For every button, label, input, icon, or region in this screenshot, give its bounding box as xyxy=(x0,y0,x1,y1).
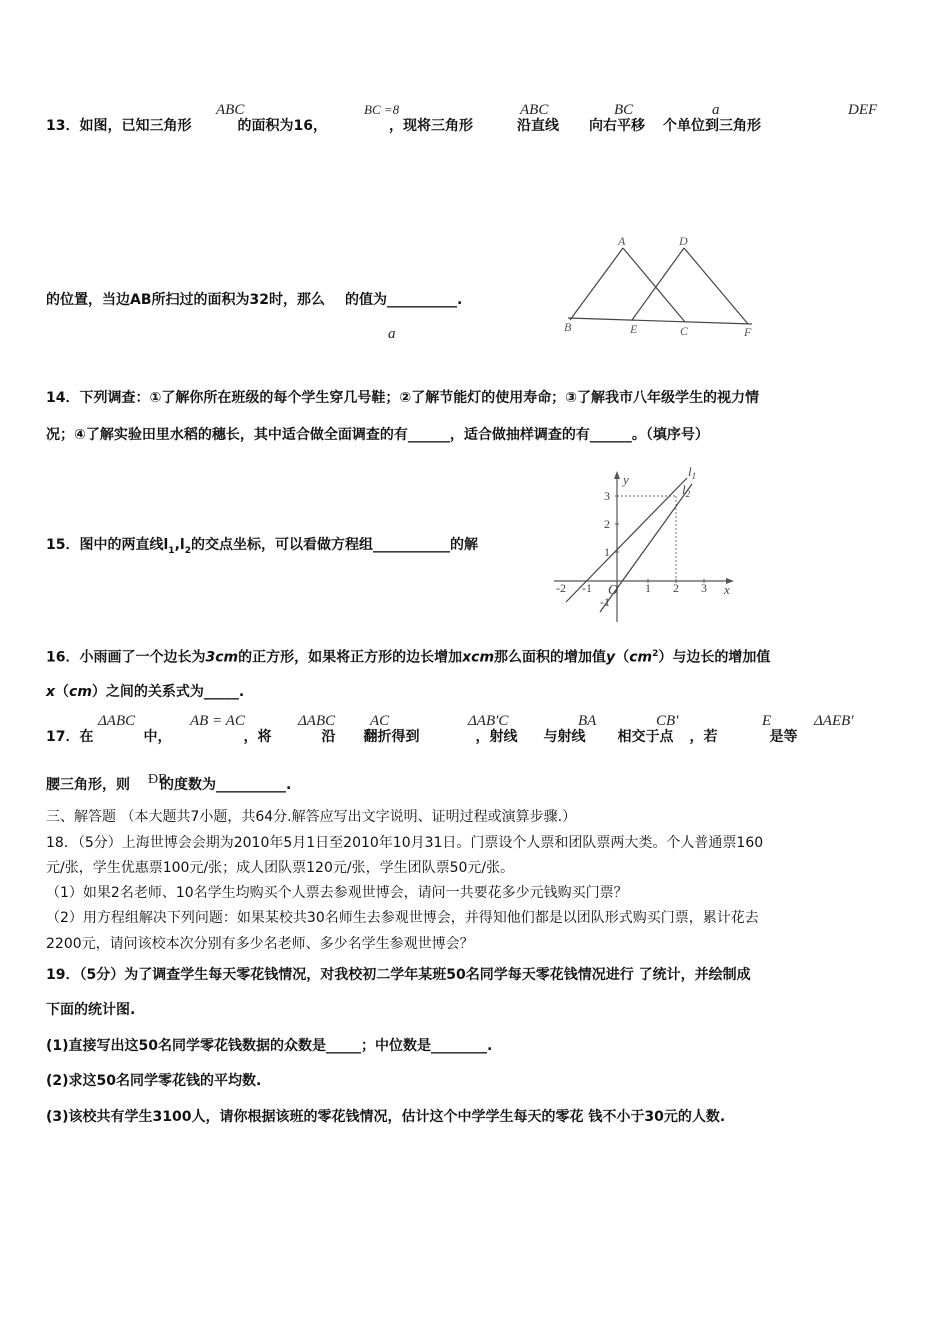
q13-text7: 的位置，当边AB所扫过的面积为32时，那么 xyxy=(46,292,325,308)
x-tick-label-2: 2 xyxy=(673,581,679,595)
q15-text2: 的交点坐标，可以看做方程组___________的解 xyxy=(190,537,478,553)
q19-line4: (2)求这50名同学零花钱的平均数. xyxy=(46,1073,262,1089)
q17-text7: 相交于点 xyxy=(617,729,674,745)
q18-line4: （2）用方程组解决下列问题：如果某校共30名师生去参观世博会，并得知他们都是以团队形式购买门票，累计花去 xyxy=(46,910,759,926)
q19-line3: (1)直接写出这50名同学零花钱数据的众数是_____；中位数是________. xyxy=(46,1038,493,1054)
q18-line1: 18．（5分）上海世博会会期为2010年5月1日至2010年10月31日。门票设个人票和团队票两大类。个人普通票160 xyxy=(46,835,764,851)
q16-cm: cm xyxy=(629,649,653,666)
q15-l2-sub: 2 xyxy=(184,545,191,556)
q13-line1 xyxy=(46,117,761,135)
q16-text1: 16．小雨画了一个边长为 xyxy=(46,649,206,666)
q15-comma: , xyxy=(174,537,180,553)
math-abc: ABC xyxy=(216,102,245,118)
q16-3cm: 3cm xyxy=(205,649,239,666)
math-ba: BA xyxy=(578,713,597,729)
label-f: F xyxy=(744,325,752,339)
q16-text5: ）之间的关系式为_____. xyxy=(91,684,245,700)
q16-line1 xyxy=(46,645,770,667)
label-b: B xyxy=(564,320,572,334)
q13-text1: 如图，已知三角形 xyxy=(79,118,192,134)
math-triangle-abc-2: ΔABC xyxy=(298,713,336,729)
math-triangle-abprime-c: ΔAB′C xyxy=(468,713,509,729)
label-x: x xyxy=(724,582,730,597)
q15-number: 15． xyxy=(46,537,80,553)
q17-text4: 翻折得到 xyxy=(363,729,420,745)
y-tick-label-neg1: -1 xyxy=(600,595,610,609)
q18-line2: 元/张，学生优惠票100元/张；成人团队票120元/张，学生团队票50元/张。 xyxy=(46,860,515,876)
y-tick-label-2: 2 xyxy=(604,517,610,531)
q15-text1: 图中的两直线 xyxy=(79,537,164,553)
q16-xcm: xcm xyxy=(462,649,495,666)
q19-line5: (3)该校共有学生3100人，请你根据该班的零花钱情况，估计这个中学学生每天的零花 钱不小于30元的人数. xyxy=(46,1109,726,1125)
q17-text1: 中， xyxy=(143,729,172,745)
q18-line5: 2200元，请问该校本次分别有多少名老师、多少名学生参观世博会？ xyxy=(46,936,474,952)
math-ab-eq-ac: AB = AC xyxy=(190,713,245,729)
q17-text3: 沿 xyxy=(321,729,336,745)
x-tick-label-1: 1 xyxy=(645,581,651,595)
math-abc-2: ABC xyxy=(520,102,549,118)
label-c: C xyxy=(680,324,689,338)
line-bf xyxy=(568,318,752,324)
math-cbprime: CB′ xyxy=(656,713,679,729)
math-def: DEF xyxy=(848,102,878,118)
q16-square: 2 xyxy=(652,649,659,659)
math-angle-b: ÐB xyxy=(148,772,168,787)
label-e: E xyxy=(630,322,638,336)
x-tick-label-neg2: -2 xyxy=(556,581,566,595)
q15-coordinate-graph xyxy=(552,462,742,627)
q15-l1-sub: 1 xyxy=(168,545,175,556)
q14-line1: 14．下列调查：①了解你所在班级的每个学生穿几号鞋；②了解节能灯的使用寿命；③了解我市八年级学生的视力情 xyxy=(46,390,760,406)
section-3-heading: 三、解答题 （本大题共7小题，共64分.解答应写出文字说明、证明过程或演算步骤.） xyxy=(46,809,577,825)
y-tick-label-1: 1 xyxy=(604,545,610,559)
q17-text5: ，射线 xyxy=(475,729,518,745)
q16-line2 xyxy=(46,683,244,701)
q17-text9: 是等 xyxy=(769,729,798,745)
q16-text4: ）与边长的增加值 xyxy=(658,649,771,666)
q17-text2: ，将 xyxy=(243,729,272,745)
q14-line2: 况；④了解实验田里水稻的穗长，其中适合做全面调查的有______，适合做抽样调查的有______。（填序号） xyxy=(46,427,709,443)
math-a-2: a xyxy=(388,326,396,342)
q13-text5: 向右平移 xyxy=(588,118,645,134)
q13-text2: 的面积为16， xyxy=(237,118,327,134)
q17-text11: 的度数为__________. xyxy=(160,777,292,793)
q16-text2: 的正方形，如果将正方形的边长增加 xyxy=(238,649,463,666)
q17-number: 17．在 xyxy=(46,729,94,745)
label-d: D xyxy=(679,234,688,248)
q13-text4: 沿直线 xyxy=(516,118,559,134)
segment-de xyxy=(632,248,684,320)
label-l1: $l_1$ xyxy=(688,464,697,481)
q13-line2 xyxy=(46,291,462,309)
segment-df xyxy=(684,248,748,324)
q15-l2: l xyxy=(179,537,185,553)
q17-line1 xyxy=(46,728,797,746)
q17-line2 xyxy=(46,776,291,794)
label-y: y xyxy=(623,472,629,487)
math-bc: BC xyxy=(614,102,634,118)
math-triangle-abc: ΔABC xyxy=(98,713,136,729)
math-e: E xyxy=(762,713,772,729)
q15-line xyxy=(46,536,478,560)
q16-text3: 那么面积的增加值 xyxy=(494,649,607,666)
q19-line1: 19．（5分）为了调查学生每天零花钱情况，对我校初二学年某班50名同学每天零花钱情况进行 了统计，并绘制成 xyxy=(46,967,751,983)
q17-text8: ，若 xyxy=(689,729,718,745)
math-bc-eq-8: BC =8 xyxy=(364,102,400,117)
q16-x: x xyxy=(46,684,56,700)
q13-number: 13． xyxy=(46,118,80,134)
q13-text6: 个单位到三角形 xyxy=(662,118,761,134)
segment-ab xyxy=(570,248,623,320)
q13-translation-figure xyxy=(560,232,760,342)
label-origin: O xyxy=(608,583,619,598)
math-triangle-aebprime: ΔAEB′ xyxy=(814,713,854,729)
label-l2: $l_2$ xyxy=(682,482,691,499)
q13-text3: ，现将三角形 xyxy=(388,118,473,134)
y-tick-label-3: 3 xyxy=(604,489,610,503)
q17-text10: 腰三角形，则 xyxy=(46,777,130,793)
q16-paren-open-2: （ xyxy=(55,684,70,700)
label-a: A xyxy=(618,234,626,248)
math-a: a xyxy=(712,102,720,118)
math-ac: AC xyxy=(370,713,390,729)
q13-text8: 的值为__________. xyxy=(345,292,463,308)
q19-line2: 下面的统计图. xyxy=(46,1002,136,1018)
q16-cm-2: cm xyxy=(69,684,92,700)
y-axis-arrow xyxy=(614,471,620,479)
q15-l1: l xyxy=(163,537,169,553)
q17-text6: 与射线 xyxy=(543,729,586,745)
q16-paren-open: （ xyxy=(615,649,630,666)
q16-y: y xyxy=(606,649,616,666)
x-tick-label-3: 3 xyxy=(701,581,707,595)
x-tick-label-neg1: -1 xyxy=(582,581,592,595)
q18-line3: （1）如果2名老师、10名学生均购买个人票去参观世博会，请问一共要花多少元钱购买门票？ xyxy=(46,885,628,901)
